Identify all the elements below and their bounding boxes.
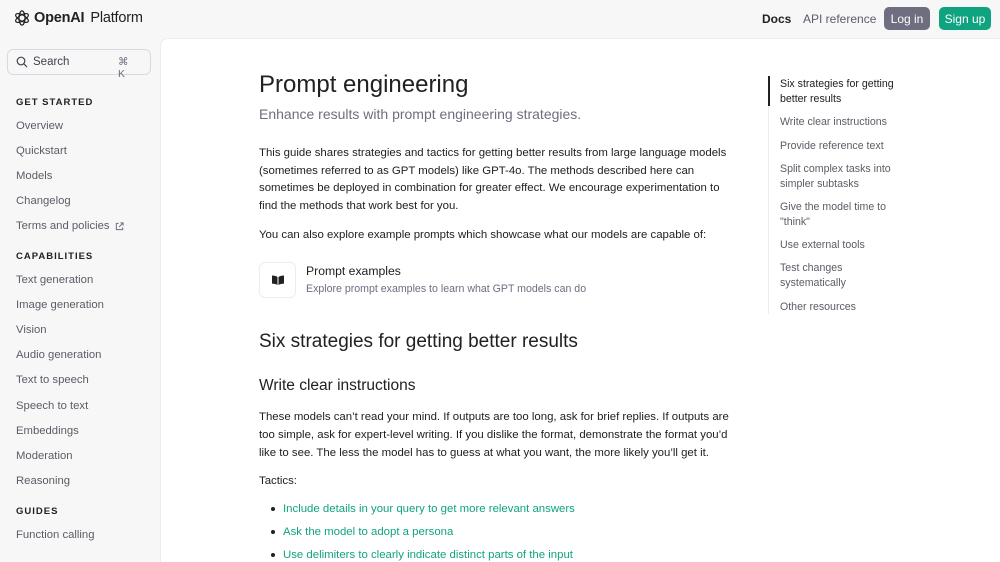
card-description: Explore prompt examples to learn what GPT models can do [306, 283, 587, 295]
sidebar-item-text-to-speech[interactable] [16, 374, 89, 386]
section-title-guides: GUIDES [16, 506, 59, 517]
search-placeholder: Search [33, 56, 70, 68]
tactic-link[interactable] [271, 549, 573, 561]
brand-product: Platform [90, 10, 143, 26]
section-title-capabilities: CAPABILITIES [16, 251, 94, 262]
section-heading: Six strategies for getting better results [259, 331, 578, 352]
toc-track [768, 76, 769, 314]
sidebar-item-label: Terms and policies [16, 220, 110, 232]
bullet-icon [271, 553, 275, 557]
sidebar-item-vision[interactable] [16, 324, 47, 336]
sidebar-item-text-generation[interactable] [16, 274, 93, 286]
sidebar-item-label: Changelog [16, 195, 71, 207]
book-icon [259, 262, 296, 298]
sidebar-item-models[interactable] [16, 170, 52, 182]
sidebar-item-moderation[interactable] [16, 450, 73, 462]
sidebar-item-speech-to-text[interactable] [16, 400, 88, 412]
toc-active-indicator [768, 76, 770, 106]
nav-api-reference-link[interactable]: API reference [803, 12, 877, 26]
sidebar-item-label: Speech to text [16, 400, 89, 412]
nav-docs-link[interactable]: Docs [762, 12, 792, 26]
toc-item-six-strategies[interactable]: Six strategies for getting better results [780, 78, 894, 105]
sidebar-item-overview[interactable] [16, 120, 63, 132]
tactic-label: Use delimiters to clearly indicate distinct parts of the input [283, 549, 573, 561]
toc-item-test-changes[interactable]: Test changes systematically [780, 262, 846, 289]
tactic-link[interactable] [271, 503, 575, 515]
signup-button[interactable]: Sign up [939, 7, 991, 30]
page-subtitle: Enhance results with prompt engineering strategies. [259, 106, 582, 122]
sidebar-item-label: Embeddings [16, 425, 79, 437]
card-title: Prompt examples [306, 264, 401, 278]
toc-item-use-external-tools[interactable]: Use external tools [780, 239, 865, 251]
sidebar-item-label: Text to speech [16, 374, 89, 386]
tactic-label: Include details in your query to get more relevant answers [283, 503, 575, 515]
sidebar-item-label: Audio generation [16, 349, 102, 361]
brand-name: OpenAI [34, 10, 85, 26]
sidebar-item-reasoning[interactable] [16, 475, 70, 487]
top-bar [0, 0, 1000, 38]
toc-item-other-resources[interactable]: Other resources [780, 301, 856, 313]
search-shortcut: ⌘ K [118, 56, 133, 80]
sidebar-item-label: Text generation [16, 274, 94, 286]
sidebar-item-image-generation[interactable] [16, 299, 104, 311]
sidebar-item-terms-and-policies[interactable] [16, 220, 124, 232]
sidebar-item-label: Reasoning [16, 475, 71, 487]
brand[interactable] [13, 9, 143, 27]
openai-logo-icon [13, 9, 31, 27]
sidebar-item-quickstart[interactable] [16, 145, 67, 157]
sidebar-item-label: Moderation [16, 450, 73, 462]
tactic-link[interactable] [271, 526, 453, 538]
sidebar-item-audio-generation[interactable] [16, 349, 101, 361]
toc-item-write-clear-instructions[interactable]: Write clear instructions [780, 116, 887, 128]
intro-paragraph: This guide shares strategies and tactics for getting better results from large language models (sometimes referred to as GPT models) like GPT-4o. The methods described here can sometimes be deployed in combination for greater effect. We encourage experimentation to find the methods that work best for you. [259, 147, 727, 213]
subsection-heading: Write clear instructions [259, 377, 416, 394]
body-paragraph: These models can’t read your mind. If outputs are too long, ask for brief replies. If outputs are too simple, ask for expert-level writing. If you dislike the format, demonstrate the format you’d like to see. The less the model has to guess at what you want, the more likely you’ll get it. [259, 411, 729, 459]
toc-item-provide-reference-text[interactable]: Provide reference text [780, 140, 884, 152]
prompt-examples-card[interactable] [259, 261, 619, 301]
sidebar-item-label: Overview [16, 120, 64, 132]
sidebar-item-function-calling[interactable] [16, 529, 95, 541]
tactic-label: Ask the model to adopt a persona [283, 526, 454, 538]
sidebar-item-label: Quickstart [16, 145, 67, 157]
external-link-icon [115, 222, 124, 231]
sidebar-item-changelog[interactable] [16, 195, 71, 207]
section-title-get-started: GET STARTED [16, 97, 94, 108]
toc-item-give-model-time[interactable]: Give the model time to "think" [780, 201, 886, 228]
sidebar-item-label: Function calling [16, 529, 95, 541]
search-input[interactable] [7, 49, 151, 80]
page-title: Prompt engineering [259, 71, 469, 98]
bullet-icon [271, 530, 275, 534]
tactics-label: Tactics: [259, 475, 297, 487]
bullet-icon [271, 507, 275, 511]
toc-item-split-complex-tasks[interactable]: Split complex tasks into simpler subtasks [780, 163, 891, 190]
sidebar-item-label: Models [16, 170, 53, 182]
sidebar [0, 38, 160, 562]
sidebar-item-label: Vision [16, 324, 47, 336]
search-icon [16, 56, 28, 68]
sidebar-item-embeddings[interactable] [16, 425, 79, 437]
sidebar-item-label: Image generation [16, 299, 104, 311]
login-button[interactable]: Log in [884, 7, 930, 30]
examples-paragraph: You can also explore example prompts which showcase what our models are capable of: [259, 229, 707, 241]
